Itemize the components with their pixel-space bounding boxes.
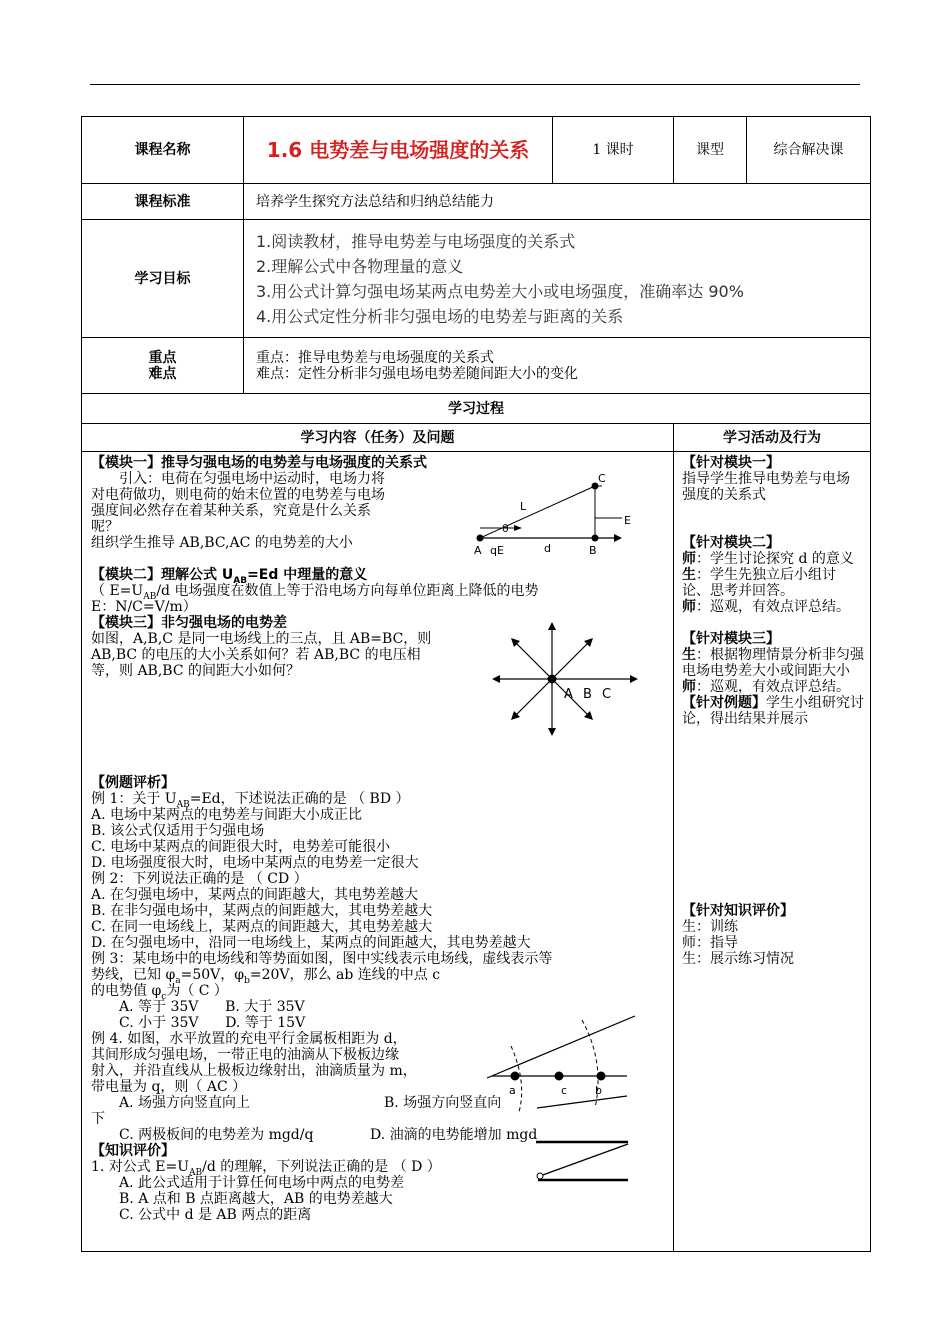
difficulty-text: 难点：定性分析非匀强电场电势差随间距大小的变化 [256, 365, 578, 382]
activity1-title: 【针对模块一】 [682, 455, 780, 471]
course-type-label: 课型 [674, 117, 747, 184]
activity4-text: 生：展示练习情况 [682, 951, 794, 967]
keypoints-text [244, 338, 871, 394]
activity3-text: 论，得出结果并展示 [682, 711, 808, 727]
activity2-text [682, 567, 870, 583]
role-label: 生 [682, 567, 696, 583]
lesson-plan-table [81, 116, 871, 1252]
activity-text: ：巡观，有效点评总结。 [696, 599, 850, 615]
option: B. A 点和 B 点距离越大，AB 的电势差越大 [119, 1191, 393, 1207]
keypoint-label: 重点 [148, 349, 177, 366]
module1-text: 强度间必然存在着某种关系，究竟是什么关系 [91, 503, 371, 519]
activity4-title: 【针对知识评价】 [682, 903, 794, 919]
example3-question [91, 983, 673, 1002]
activity1-text: 指导学生推导电势差与电场 [682, 471, 850, 487]
module1-title: 【模块一】推导匀强电场的电势差与电场强度的关系式 [91, 455, 427, 471]
example-text: 例 1：关于 U [91, 791, 177, 807]
activity-text: ：根据物理情景分析非匀强 [696, 647, 864, 663]
fig1-label-l: L [520, 500, 527, 513]
module2-units: E：N/C=V/m） [91, 599, 197, 615]
fig1-label-theta: θ [502, 522, 509, 535]
uniform-field-figure [462, 468, 642, 558]
course-title: 1.6 电势差与电场强度的关系 [244, 117, 553, 184]
fig2-label-a: A [564, 687, 573, 702]
option: D. 油滴的电势能增加 mgd [370, 1127, 538, 1143]
fig1-label-b: B [589, 544, 597, 557]
subscript: AB [176, 799, 190, 810]
fig2-label-c: C [602, 687, 612, 702]
module1-task: 组织学生推导 AB,BC,AC 的电势差的大小 [91, 535, 353, 551]
activity2-text [682, 551, 870, 567]
objectives-label: 学习目标 [82, 220, 244, 338]
process-right-header: 学习活动及行为 [674, 424, 871, 452]
fig3-label-b: b [595, 1084, 602, 1097]
process-left-header: 学习内容（任务）及问题 [82, 424, 674, 452]
knowledge-title: 【知识评价】 [91, 1143, 175, 1159]
role-label: 师 [682, 599, 696, 615]
header-rule [90, 84, 860, 85]
learning-activities [674, 452, 871, 1252]
standard-text: 培养学生探究方法总结和归纳总结能力 [244, 184, 871, 220]
learning-content [82, 452, 674, 1252]
option: C. 小于 35V D. 等于 15V [119, 1015, 306, 1031]
option: C. 电场中某两点的间距很大时，电势差可能很小 [91, 839, 391, 855]
module3-text: AB,BC 的电压的大小关系如何？若 AB,BC 的电压相 [91, 647, 421, 663]
activity-text: 学生小组研究讨 [766, 695, 864, 711]
role-label: 【针对例题】 [682, 695, 766, 711]
radial-field-figure [492, 620, 640, 738]
point-b-marker [592, 535, 599, 542]
fig1-label-c: C [598, 472, 606, 485]
option: A. 场强方向竖直向上 [119, 1095, 251, 1111]
activity2-title: 【针对模块二】 [682, 535, 780, 551]
standard-label: 课程标准 [82, 184, 244, 220]
activity2-text [682, 599, 870, 615]
activity3-text [682, 647, 870, 663]
module2-title [91, 567, 673, 586]
example3-question: 例 3：某电场中的电场线和等势面如图，图中实线表示电场线，虚线表示等 [91, 951, 553, 967]
subscript: AB [143, 591, 157, 602]
fig3-label-c: c [561, 1084, 568, 1097]
activity-text: ：学生先独立后小组讨 [696, 567, 836, 583]
example2-question: 例 2：下列说法正确的是 （ CD ） [91, 871, 308, 887]
fig1-label-d: d [544, 542, 551, 555]
difficulty-label: 难点 [148, 365, 177, 382]
module2-title-text: =Ed 中理量的意义 [247, 567, 368, 583]
example-text: 的电势值 φ [91, 983, 162, 999]
activity2-text: 论、思考并回答。 [682, 583, 794, 599]
objective-item: 3.用公式计算匀强电场某两点电势差大小或电场强度，准确率达 90% [256, 281, 744, 301]
subscript: AB [233, 575, 248, 586]
activity-text: ：巡观，有效点评总结。 [696, 679, 850, 695]
subscript: b [244, 975, 250, 986]
fig1-label-a: A [474, 544, 482, 557]
role-label: 师 [682, 679, 696, 695]
fig1-label-qe: qE [490, 544, 504, 557]
module1-text: 对电荷做功，则电荷的始末位置的电势差与电场 [91, 487, 385, 503]
fig1-label-e: E [624, 514, 631, 527]
question-text: /d 的理解，下列说法正确的是 （ D ） [202, 1159, 441, 1175]
example4-question: 射入，并沿直线从上极板边缘射出，油滴质量为 m， [91, 1063, 417, 1079]
example-text: =20V，那么 ab 连线的中点 c [249, 967, 441, 983]
option: C. 在同一电场线上，某两点的间距越大，其电势差越大 [91, 919, 433, 935]
option: C. 两极板间的电势差为 mgd/q [119, 1127, 314, 1143]
point-a-marker [511, 1072, 520, 1081]
question-text: 1. 对公式 E=U [91, 1159, 190, 1175]
option: D. 电场强度很大时，电场中某两点的电势差一定很大 [91, 855, 419, 871]
example4-question: 带电量为 q，则（ AC ） [91, 1079, 247, 1095]
activity3-title: 【针对模块三】 [682, 631, 780, 647]
option: D. 在匀强电场中，沿同一电场线上，某两点的间距越大，其电势差越大 [91, 935, 531, 951]
keypoints-label [82, 338, 244, 394]
fig2-label-b: B [583, 687, 592, 702]
role-label: 师 [682, 551, 696, 567]
examples-title: 【例题评析】 [91, 775, 175, 791]
example-text: =Ed，下述说法正确的是 （ BD ） [189, 791, 410, 807]
option-wrap: 下 [91, 1111, 105, 1127]
objectives-list [244, 220, 871, 338]
objective-item: 4.用公式定性分析非匀强电场的电势差与距离的关系 [256, 306, 624, 326]
example-text: 为（ C ） [166, 983, 228, 999]
activity-text: ：学生讨论探究 d 的意义 [696, 551, 854, 567]
course-type-value: 综合解决课 [747, 117, 871, 184]
option: A. 在匀强电场中，某两点的间距越大，其电势差越大 [91, 887, 419, 903]
example4-question: 其间形成匀强电场，一带正电的油滴从下极板边缘 [91, 1047, 399, 1063]
example-text: 势线，已知 φ [91, 967, 176, 983]
activity3-text [682, 679, 870, 695]
course-hours: 1 课时 [553, 117, 674, 184]
option: B. 在非匀强电场中，某两点的间距越大，其电势差越大 [91, 903, 433, 919]
process-title: 学习过程 [82, 394, 871, 424]
module2-text [91, 583, 673, 602]
activity3-text: 电场电势差大小或间距大小 [682, 663, 850, 679]
option: C. 公式中 d 是 AB 两点的距离 [119, 1207, 312, 1223]
formula-text: （ E=U [91, 583, 144, 599]
point-c-marker [555, 1072, 564, 1081]
option: A. 电场中某两点的电势差与间距大小成正比 [91, 807, 363, 823]
keypoint-text: 重点：推导电势差与电场强度的关系式 [256, 349, 494, 366]
module1-text: 呢？ [91, 519, 119, 535]
option: A. 等于 35V B. 大于 35V [119, 999, 305, 1015]
subscript: AB [189, 1167, 203, 1178]
example1-question [91, 791, 673, 810]
activity3-text [682, 695, 870, 711]
option: B. 该公式仅适用于匀强电场 [91, 823, 265, 839]
point-a-marker [477, 535, 484, 542]
point-b-marker [597, 1072, 606, 1081]
example-text: =50V，φ [180, 967, 245, 983]
formula-text: /d 电场强度在数值上等于沿电场方向每单位距离上降低的电势 [156, 583, 539, 599]
example3-question [91, 967, 673, 986]
module1-text: 引入：电荷在匀强电场中运动时，电场力将 [119, 471, 385, 487]
activity1-text: 强度的关系式 [682, 487, 766, 503]
subscript: c [161, 991, 167, 1002]
charge-marker [548, 675, 557, 684]
module3-title: 【模块三】非匀强电场的电势差 [91, 615, 287, 631]
example4-question: 例 4. 如图，水平放置的充电平行金属板相距为 d， [91, 1031, 407, 1047]
subscript: a [175, 975, 181, 986]
oil-drop-marker [537, 1173, 543, 1179]
equipotential-figure [487, 1012, 637, 1118]
module2-title-text: 【模块二】理解公式 U [91, 567, 234, 583]
objective-item: 1.阅读教材，推导电势差与电场强度的关系式 [256, 231, 576, 251]
activity4-text: 师：指导 [682, 935, 738, 951]
parallel-plates-figure [532, 1136, 642, 1200]
course-name-label: 课程名称 [82, 117, 244, 184]
role-label: 生 [682, 647, 696, 663]
activity4-text: 生：训练 [682, 919, 738, 935]
option: B. 场强方向竖直向 [384, 1095, 502, 1111]
module3-text: 等，则 AB,BC 的间距大小如何？ [91, 663, 301, 679]
option: A. 此公式适用于计算任何电场中两点的电势差 [119, 1175, 405, 1191]
fig3-label-a: a [509, 1084, 516, 1097]
module3-text: 如图，A,B,C 是同一电场线上的三点，且 AB=BC，则 [91, 631, 432, 647]
objective-item: 2.理解公式中各物理量的意义 [256, 256, 464, 276]
